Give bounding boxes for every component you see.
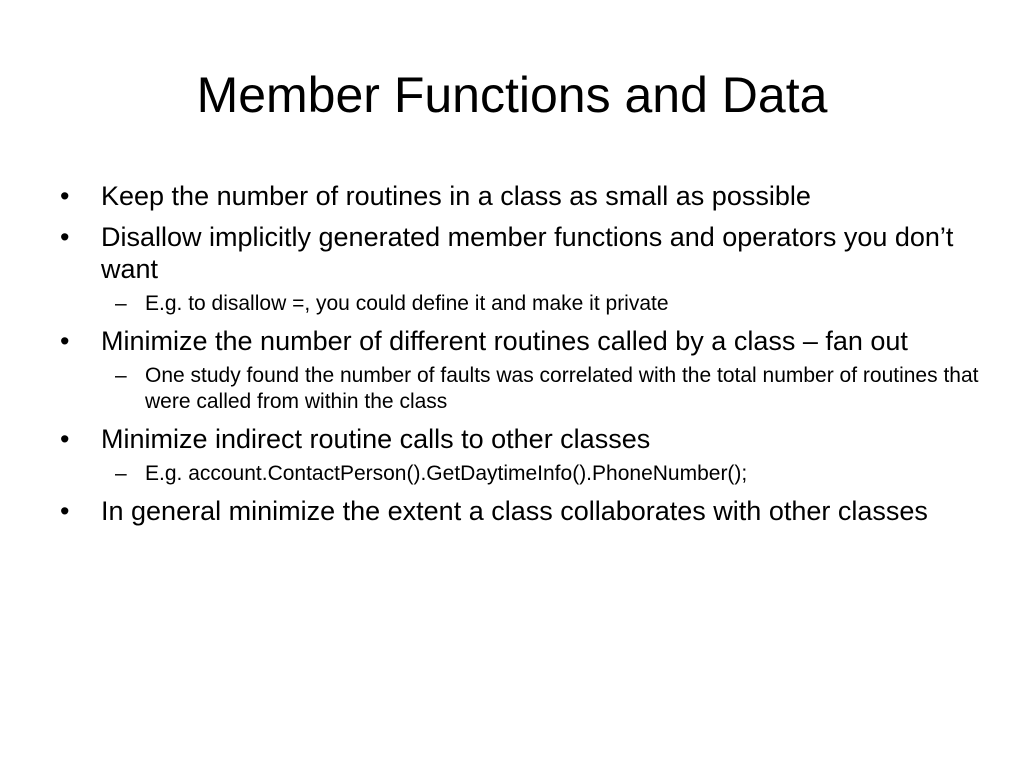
bullet-icon: • — [60, 496, 70, 526]
sub-bullet-item — [60, 363, 980, 415]
bullet-text: In general minimize the extent a class collaborates with other classes — [101, 496, 928, 526]
bullet-text: Minimize indirect routine calls to other classes — [101, 424, 651, 454]
bullet-item — [60, 325, 980, 357]
dash-icon: – — [115, 292, 127, 315]
bullet-list — [60, 180, 980, 536]
dash-icon: – — [115, 364, 127, 387]
bullet-text: Disallow implicitly generated member functions and operators you don’t want — [101, 222, 954, 284]
bullet-text: Keep the number of routines in a class as small as possible — [101, 181, 811, 211]
bullet-item — [60, 221, 980, 285]
bullet-icon: • — [60, 222, 70, 252]
sub-bullet-text: One study found the number of faults was correlated with the total number of routines that were called from within the class — [145, 364, 979, 413]
sub-bullet-item — [60, 461, 980, 487]
sub-bullet-text: E.g. account.ContactPerson().GetDaytimeInfo().PhoneNumber(); — [145, 462, 748, 485]
bullet-item — [60, 495, 980, 527]
sub-bullet-text: E.g. to disallow =, you could define it and make it private — [145, 292, 669, 315]
bullet-icon: • — [60, 181, 70, 211]
bullet-text: Minimize the number of different routines called by a class – fan out — [101, 326, 908, 356]
slide-title: Member Functions and Data — [196, 67, 828, 123]
bullet-icon: • — [60, 424, 70, 454]
sub-bullet-item — [60, 291, 980, 317]
bullet-item — [60, 180, 980, 212]
bullet-icon: • — [60, 326, 70, 356]
bullet-item — [60, 423, 980, 455]
dash-icon: – — [115, 462, 127, 485]
